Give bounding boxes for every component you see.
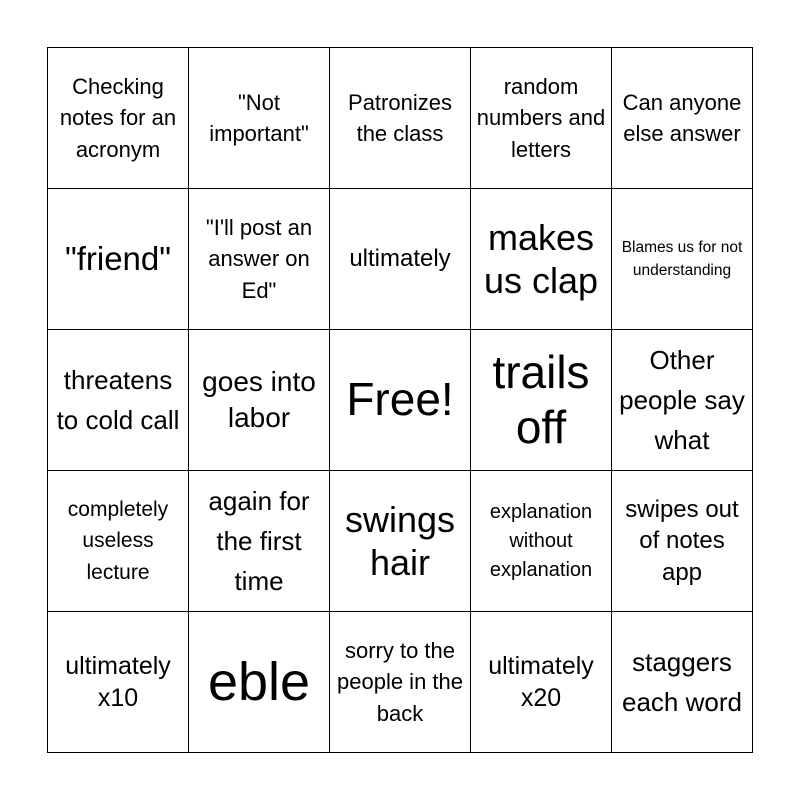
bingo-cell-r2c5[interactable] [612,189,753,330]
bingo-cell-free[interactable] [330,330,471,471]
bingo-cell-text: random numbers and letters [476,74,606,162]
bingo-cell-text: ultimately [349,245,451,273]
bingo-cell-r5c4[interactable] [471,612,612,753]
bingo-cell-r3c5[interactable] [612,330,753,471]
bingo-cell-text: staggers each word [622,646,742,717]
bingo-cell-r2c4[interactable] [471,189,612,330]
bingo-cell-text: ultimately x10 [65,651,171,712]
bingo-cell-text: "Not important" [209,89,309,146]
bingo-cell-text: ultimately x20 [488,651,594,712]
bingo-cell-text: Free! [346,373,454,426]
bingo-cell-r1c2[interactable] [189,48,330,189]
bingo-cell-text: again for the first time [208,485,310,597]
bingo-cell-r2c2[interactable] [189,189,330,330]
bingo-cell-text: Checking notes for an acronym [59,74,177,162]
bingo-cell-r1c5[interactable] [612,48,753,189]
bingo-board [47,47,753,753]
bingo-cell-text: trails off [492,345,590,453]
bingo-cell-text: threatens to cold call [56,364,180,435]
bingo-cell-text: swipes out of notes app [625,496,739,586]
bingo-cell-r4c3[interactable] [330,471,471,612]
bingo-cell-r5c3[interactable] [330,612,471,753]
bingo-cell-r4c4[interactable] [471,471,612,612]
bingo-cell-r2c1[interactable] [48,189,189,330]
bingo-cell-r3c1[interactable] [48,330,189,471]
bingo-cell-r3c2[interactable] [189,330,330,471]
bingo-cell-r1c3[interactable] [330,48,471,189]
bingo-cell-text: makes us clap [483,216,599,301]
bingo-cell-text: "friend" [65,240,171,278]
bingo-cell-text: Patronizes the class [348,89,452,146]
bingo-cell-r5c5[interactable] [612,612,753,753]
bingo-cell-text: completely useless lecture [67,497,169,584]
bingo-cell-text: Blames us for not understanding [621,238,743,279]
bingo-cell-text: goes into labor [202,365,316,433]
bingo-cell-text: "I'll post an answer on Ed" [205,215,313,303]
bingo-cell-r1c1[interactable] [48,48,189,189]
bingo-cell-r5c2[interactable] [189,612,330,753]
bingo-cell-text: Can anyone else answer [622,89,742,146]
bingo-cell-text: swings hair [344,498,456,583]
bingo-cell-r4c5[interactable] [612,471,753,612]
bingo-cell-text: Other people say what [619,344,745,456]
bingo-cell-r2c3[interactable] [330,189,471,330]
bingo-cell-text: eble [207,651,311,712]
bingo-cell-r5c1[interactable] [48,612,189,753]
bingo-cell-r4c1[interactable] [48,471,189,612]
bingo-cell-text: explanation without explanation [489,500,593,581]
bingo-cell-r3c4[interactable] [471,330,612,471]
bingo-cell-r4c2[interactable] [189,471,330,612]
bingo-cell-text: sorry to the people in the back [337,638,463,726]
bingo-cell-r1c4[interactable] [471,48,612,189]
